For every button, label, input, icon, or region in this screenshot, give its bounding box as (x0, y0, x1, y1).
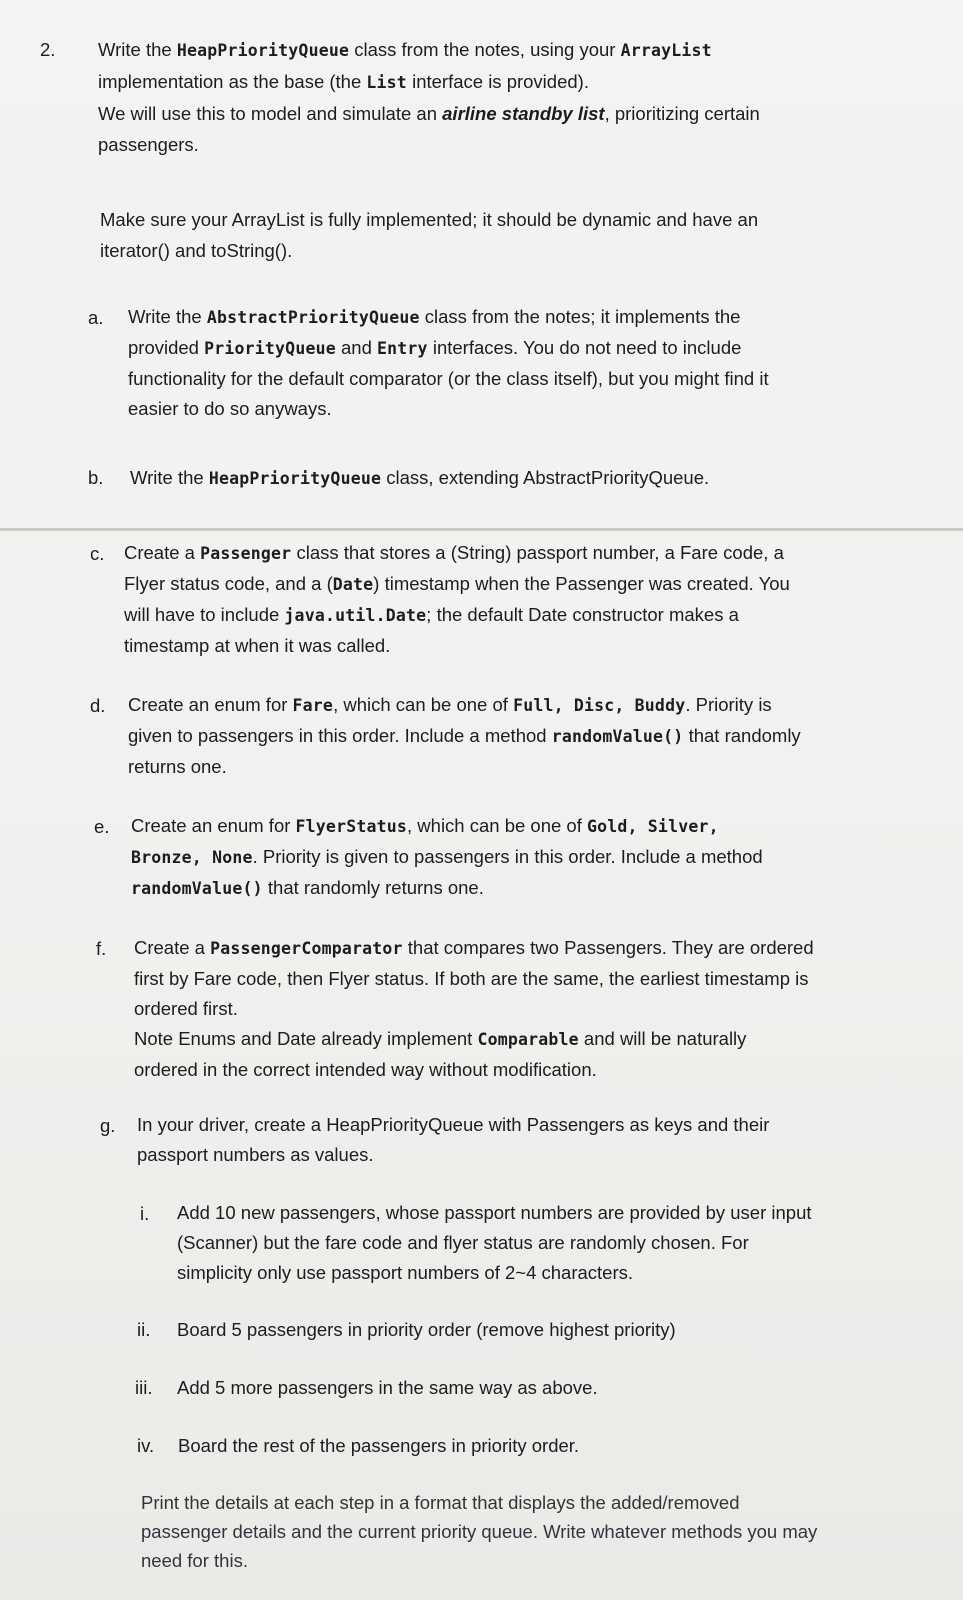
part-g-marker: g. (100, 1115, 116, 1136)
part-e-marker: e. (94, 816, 110, 837)
part-b-marker: b. (88, 467, 104, 488)
closing-paragraph: Print the details at each step in a format that displays the added/removed passenger details and the current priority queue. Write whatever methods you may need for this. (141, 1492, 818, 1571)
part-a-marker: a. (88, 307, 104, 328)
part-f-marker: f. (96, 938, 107, 959)
part-c: Create a Passenger class that stores a (String) passport number, a Fare code, a Flyer status code, and a (Date) timestamp when the Passenger was created. You will have to include java.util.Date; the default Date constructor makes a timestamp at when it was called. (124, 542, 790, 656)
page-divider (0, 528, 963, 531)
part-a: Write the AbstractPriorityQueue class from the notes; it implements the provided PriorityQueue and Entry interfaces. You do not need to include functionality for the default comparator (or the class itself), but you might find it easier to do so anyways. (128, 306, 769, 419)
part-d-marker: d. (90, 695, 106, 716)
part-d: Create an enum for Fare, which can be one of Full, Disc, Buddy. Priority is given to passengers in this order. Include a method randomValue() that randomly returns one. (128, 694, 801, 777)
part-g-sub-ii-marker: ii. (137, 1319, 151, 1340)
part-g-sub-ii: Board 5 passengers in priority order (remove highest priority) (177, 1319, 676, 1340)
intro-line-3: We will use this to model and simulate an airline standby list, prioritizing certain (98, 103, 760, 124)
part-f: Create a PassengerComparator that compares two Passengers. They are ordered first by Fare code, then Flyer status. If both are the same, the earliest timestamp is ordered first. Note Enums and Date already implement Comparable and will be naturally ordered in the correct intended way without modification. (134, 937, 814, 1080)
intro-paragraph (98, 34, 918, 160)
intro-line-2: implementation as the base (the List interface is provided). (98, 71, 589, 92)
part-g: In your driver, create a HeapPriorityQueue with Passengers as keys and their passport numbers as values. (137, 1114, 770, 1165)
question-number: 2. (40, 39, 56, 60)
intro-p2-line-2: iterator() and toString(). (100, 240, 293, 261)
intro-p2-line-1: Make sure your ArrayList is fully implemented; it should be dynamic and have an (100, 209, 759, 230)
part-g-sub-iv: Board the rest of the passengers in priority order. (178, 1435, 580, 1456)
part-g-sub-i-marker: i. (140, 1203, 150, 1224)
part-g-sub-i: Add 10 new passengers, whose passport numbers are provided by user input (Scanner) but the fare code and flyer status are randomly chosen. For simplicity only use passport numbers of 2~4 characters. (177, 1202, 812, 1283)
intro-line-1: Write the HeapPriorityQueue class from the notes, using your ArrayList (98, 39, 712, 60)
part-e: Create an enum for FlyerStatus, which can be one of Gold, Silver, Bronze, None. Priority is given to passengers in this order. Include a method randomValue() that randomly returns one. (131, 815, 763, 898)
part-g-sub-iii-marker: iii. (135, 1377, 153, 1398)
intro-line-4: passengers. (98, 134, 199, 155)
intro-paragraph-2 (100, 204, 920, 266)
part-g-sub-iii: Add 5 more passengers in the same way as above. (177, 1377, 598, 1398)
part-c-marker: c. (90, 543, 105, 564)
part-g-sub-iv-marker: iv. (137, 1435, 155, 1456)
part-b: Write the HeapPriorityQueue class, extending AbstractPriorityQueue. (130, 467, 710, 488)
